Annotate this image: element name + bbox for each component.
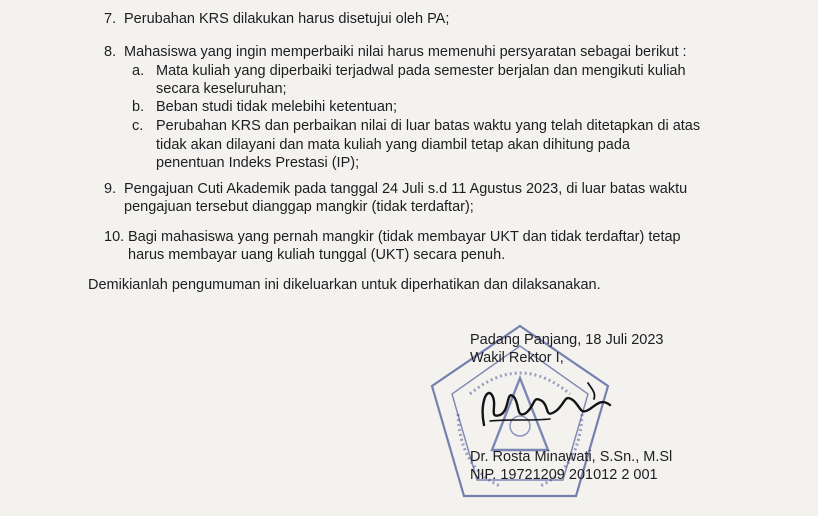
item-8c-text-line3: penentuan Indeks Prestasi (IP); bbox=[156, 155, 360, 171]
item-8b-text: Beban studi tidak melebihi ketentuan; bbox=[156, 99, 398, 115]
item-8a-text-line1: Mata kuliah yang diperbaiki terjadwal pada semester berjalan dan mengikuti kuliah bbox=[156, 63, 686, 79]
item-8c-text-line1: Perubahan KRS dan perbaikan nilai di luar batas waktu yang telah ditetapkan di atas bbox=[156, 118, 701, 134]
item-8a-text-line2: secara keseluruhan; bbox=[156, 81, 287, 97]
item-10-number: 10. bbox=[104, 229, 125, 245]
item-7-text: Perubahan KRS dilakukan harus disetujui oleh PA; bbox=[124, 11, 450, 27]
item-7-number: 7. bbox=[104, 11, 117, 27]
item-8a-letter: a. bbox=[132, 63, 145, 79]
item-10-text-line2: harus membayar uang kuliah tunggal (UKT) secara penuh. bbox=[128, 247, 506, 263]
item-10-text-line1: Bagi mahasiswa yang pernah mangkir (tidak membayar UKT dan tidak terdaftar) tetap bbox=[128, 229, 681, 245]
item-9-text-line1: Pengajuan Cuti Akademik pada tanggal 24 Juli s.d 11 Agustus 2023, di luar batas waktu bbox=[124, 181, 688, 197]
item-8-text: Mahasiswa yang ingin memperbaiki nilai harus memenuhi persyaratan sebagai berikut : bbox=[124, 44, 687, 60]
handwritten-signature bbox=[470, 375, 630, 435]
item-9-text-line2: pengajuan tersebut dianggap mangkir (tidak terdaftar); bbox=[124, 199, 474, 215]
item-8-number: 8. bbox=[104, 44, 117, 60]
signatory-name: Dr. Rosta Minawati, S.Sn., M.Sl bbox=[470, 449, 673, 465]
item-8c-text-line2: tidak akan dilayani dan mata kuliah yang diambil tetap akan dihitung pada bbox=[156, 137, 630, 153]
signatory-nip: NIP. 19721209 201012 2 001 bbox=[470, 467, 658, 483]
item-8c-letter: c. bbox=[132, 118, 144, 134]
closing-statement: Demikianlah pengumuman ini dikeluarkan untuk diperhatikan dan dilaksanakan. bbox=[88, 277, 601, 293]
signature-place-date: Padang Panjang, 18 Juli 2023 bbox=[470, 332, 664, 348]
item-8b-letter: b. bbox=[132, 99, 145, 115]
signature-position: Wakil Rektor I, bbox=[470, 350, 564, 366]
item-9-number: 9. bbox=[104, 181, 117, 197]
